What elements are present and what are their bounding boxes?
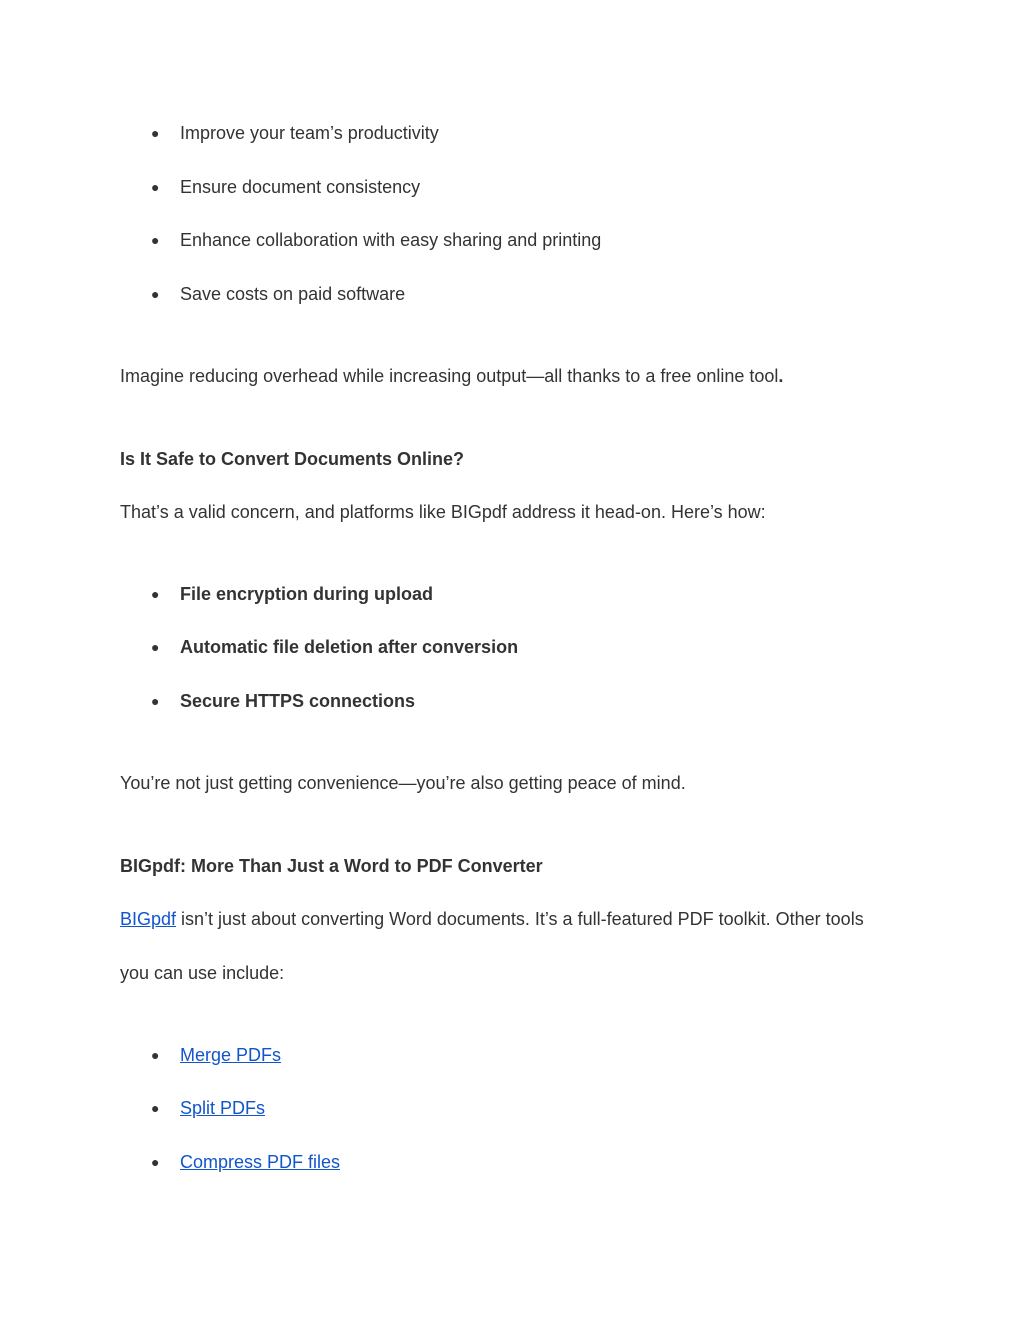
paragraph-text: Imagine reducing overhead while increasing output—all thanks to a free online tool bbox=[120, 366, 779, 386]
bullet-icon: ● bbox=[151, 179, 160, 195]
list-item: Ensure document consistency bbox=[180, 177, 421, 197]
merge-pdfs-link[interactable]: Merge PDFs bbox=[180, 1045, 282, 1065]
safety-closing: You’re not just getting convenience—you’re also getting peace of mind. bbox=[120, 773, 686, 793]
bigpdf-link[interactable]: BIGpdf bbox=[120, 909, 177, 929]
toolkit-paragraph-line-1 bbox=[120, 907, 864, 931]
bullet-icon: ● bbox=[151, 586, 160, 602]
compress-pdf-files-link[interactable]: Compress PDF files bbox=[180, 1152, 341, 1172]
safety-intro: That’s a valid concern, and platforms like BIGpdf address it head-on. Here’s how: bbox=[120, 502, 766, 522]
imagine-paragraph bbox=[120, 364, 783, 388]
bullet-icon: ● bbox=[151, 639, 160, 655]
toolkit-heading: BIGpdf: More Than Just a Word to PDF Converter bbox=[120, 856, 543, 876]
bullet-icon: ● bbox=[151, 286, 160, 302]
bullet-icon: ● bbox=[151, 1100, 160, 1116]
paragraph-end-punct: . bbox=[778, 366, 784, 386]
list-item: Improve your team’s productivity bbox=[180, 123, 439, 143]
bullet-icon: ● bbox=[151, 125, 160, 141]
list-item: Save costs on paid software bbox=[180, 284, 406, 304]
toolkit-paragraph-line-2: you can use include: bbox=[120, 963, 285, 983]
bullet-icon: ● bbox=[151, 1154, 160, 1170]
split-pdfs-link[interactable]: Split PDFs bbox=[180, 1098, 266, 1118]
list-item: Automatic file deletion after conversion bbox=[180, 637, 519, 657]
list-item: Enhance collaboration with easy sharing and printing bbox=[180, 230, 602, 250]
toolkit-paragraph-text: isn’t just about converting Word documents. It’s a full-featured PDF toolkit. Other tools bbox=[176, 909, 864, 929]
safety-heading: Is It Safe to Convert Documents Online? bbox=[120, 449, 465, 469]
bullet-icon: ● bbox=[151, 232, 160, 248]
list-item: Secure HTTPS connections bbox=[180, 691, 416, 711]
bullet-icon: ● bbox=[151, 1047, 160, 1063]
bullet-icon: ● bbox=[151, 693, 160, 709]
list-item: File encryption during upload bbox=[180, 584, 434, 604]
